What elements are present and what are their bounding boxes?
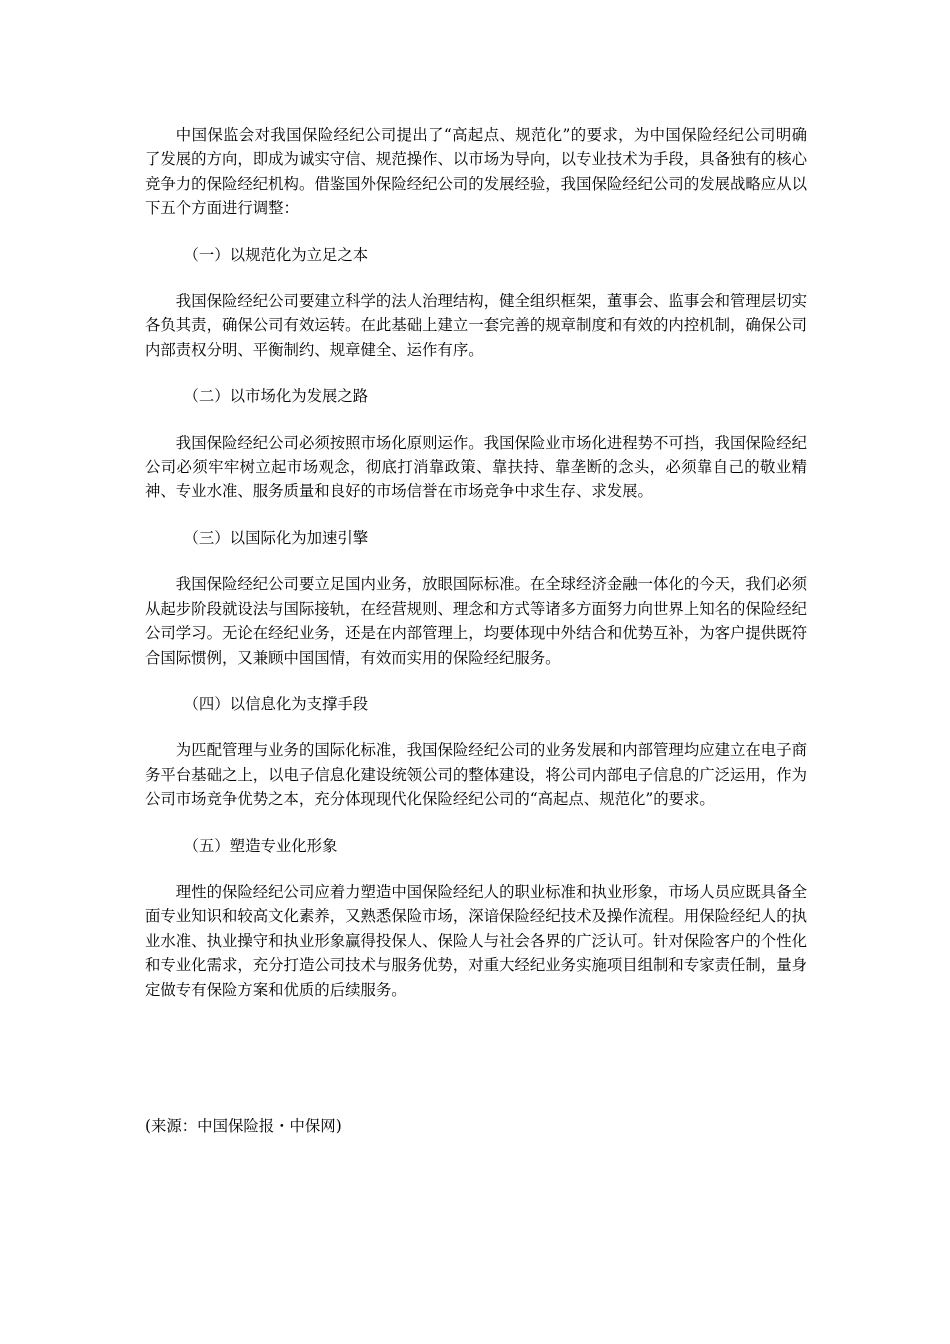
source-attribution: (来源：中国保险报・中保网): [145, 1117, 342, 1135]
section-heading-4: （四）以信息化为支撑手段: [183, 694, 369, 713]
section-body-3: 我国保险经纪公司要立足国内业务，放眼国际标准。在全球经济金融一体化的今天，我们必须从起步阶段就设法与国际接轨，在经营规则、理念和方式等诸多方面努力向世界上知名的保险经纪公司学习。无论在经纪业务，还是在内部管理上，均要体现中外结合和优势互补，为客户提供既符合国际惯例，又兼顾中国国情，有效而实用的保险经纪服务。: [145, 575, 807, 667]
section-heading-3: （三）以国际化为加速引擎: [183, 528, 369, 547]
section-heading-5: （五）塑造专业化形象: [183, 836, 338, 855]
section-body-5: 理性的保险经纪公司应着力塑造中国保险经纪人的职业标准和执业形象，市场人员应既具备全面专业知识和较高文化素养，又熟悉保险市场，深谙保险经纪技术及操作流程。用保险经纪人的执业水准、执业操守和执业形象赢得投保人、保险人与社会各界的广泛认可。针对保险客户的个性化和专业化需求，充分打造公司技术与服务优势，对重大经纪业务实施项目组制和专家责任制，量身定做专有保险方案和优质的后续服务。: [145, 882, 807, 999]
section-body-4: 为匹配管理与业务的国际化标准，我国保险经纪公司的业务发展和内部管理均应建立在电子商务平台基础之上，以电子信息化建设统领公司的整体建设，将公司内部电子信息的广泛运用，作为公司市场竞争优势之本，充分体现现代化保险经纪公司的“高起点、规范化”的要求。: [145, 741, 807, 809]
article-body: [145, 123, 807, 1002]
section-heading-2: （二）以市场化为发展之路: [183, 387, 369, 406]
intro-paragraph: 中国保监会对我国保险经纪公司提出了“高起点、规范化”的要求，为中国保险经纪公司明确了发展的方向，即成为诚实守信、规范操作、以市场为导向，以专业技术为手段，具备独有的核心竞争力的保险经纪机构。借鉴国外保险经纪公司的发展经验，我国保险经纪公司的发展战略应从以下五个方面进行调整：: [145, 126, 807, 218]
section-heading-1: （一）以规范化为立足之本: [183, 245, 369, 264]
section-body-1: 我国保险经纪公司要建立科学的法人治理结构，健全组织框架，董事会、监事会和管理层切实各负其责，确保公司有效运转。在此基础上建立一套完善的规章制度和有效的内控机制，确保公司内部责权分明、平衡制约、规章健全、运作有序。: [145, 292, 807, 359]
section-body-2: 我国保险经纪公司必须按照市场化原则运作。我国保险业市场化进程势不可挡，我国保险经纪公司必须牢牢树立起市场观念，彻底打消靠政策、靠扶持、靠垄断的念头，必须靠自己的敬业精神、专业水准、服务质量和良好的市场信誉在市场竞争中求生存、求发展。: [145, 433, 807, 501]
